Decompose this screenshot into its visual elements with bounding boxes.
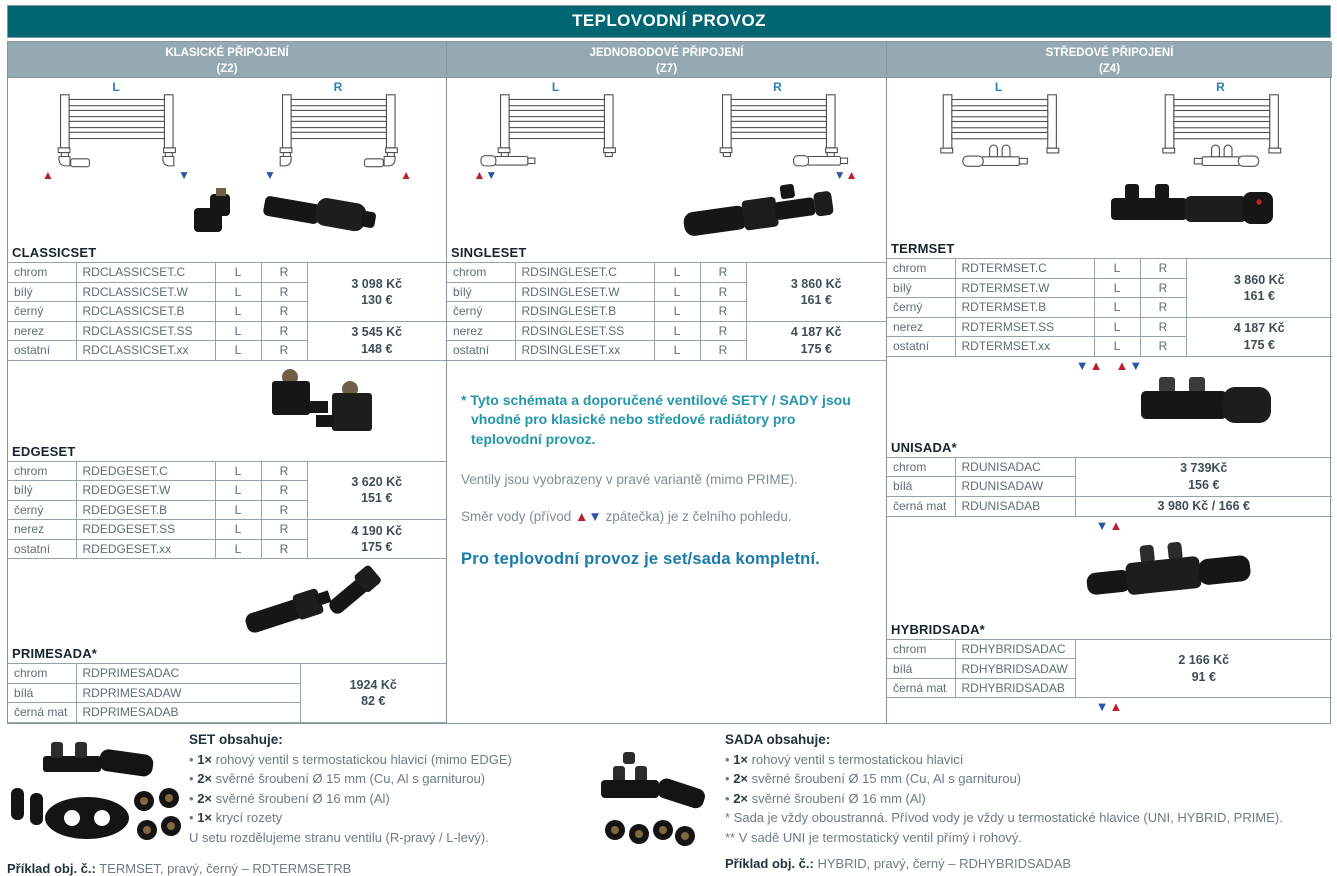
color-cell: černý (8, 302, 76, 322)
sada-note-2: ** V sadě UNI je termostatický ventil přímý i rohový. (725, 829, 1022, 845)
price-cell (1186, 317, 1332, 356)
termset-table (887, 258, 1332, 357)
note-schemes: * Tyto schémata a doporučené ventilové SETY / SADY jsou vhodné pro klasické nebo středové radiátory pro teplovodní provoz. (461, 391, 851, 448)
left-variant-cell: L (215, 321, 261, 341)
code-cell: RDCLASSICSET.C (76, 263, 215, 283)
price-cell (307, 263, 446, 322)
code-cell: RDPRIMESADAC (76, 664, 300, 684)
unisada-table (887, 457, 1332, 517)
price-kc: 4 187 Kč (1233, 321, 1285, 336)
right-variant-cell: R (1140, 278, 1186, 298)
color-cell: chrom (887, 639, 955, 659)
price-cell (746, 263, 886, 322)
bullet: • (189, 790, 194, 806)
notes-block (447, 361, 886, 570)
color-cell: černá mat (8, 703, 76, 723)
flow-direction-row (680, 169, 876, 182)
code-cell: RDCLASSICSET.B (76, 302, 215, 322)
color-cell: chrom (887, 259, 955, 279)
column-header-z2 (8, 42, 446, 78)
code-cell: RDCLASSICSET.W (76, 282, 215, 302)
price-eur: 151 € (361, 491, 393, 506)
diagram-z7-left (458, 81, 654, 182)
hybridsada-product-photo (1079, 535, 1259, 619)
price-cell (1075, 639, 1332, 698)
column-header-z4 (887, 42, 1332, 78)
code-cell: RDEDGESET.W (76, 481, 215, 501)
example-text: TERMSET, pravý, černý – RDTERMSETRB (95, 860, 352, 876)
table-row (887, 259, 1332, 279)
diagram-z4-left (901, 81, 1097, 182)
flow-direction-row (240, 169, 436, 182)
set-contents-area (7, 728, 587, 876)
price-cell (307, 520, 446, 559)
price-kc: 3 620 Kč (351, 475, 403, 489)
price-kc: 3 739Kč (1180, 461, 1228, 476)
left-variant-cell: L (1094, 317, 1140, 337)
unisada-product-photo (1131, 375, 1281, 437)
unisada-photo-row (887, 375, 1332, 439)
color-cell: bílá (8, 683, 76, 703)
diagrams-z7 (447, 78, 886, 182)
color-cell: bílá (887, 477, 955, 497)
flow-direction-row (18, 169, 214, 182)
sada-order-example (725, 856, 1283, 871)
right-variant-cell: R (1140, 298, 1186, 318)
primesada-product-photo (230, 565, 390, 643)
sada-kit-photo (587, 750, 717, 854)
color-cell: bílý (8, 282, 76, 302)
diagrams-z4 (887, 78, 1332, 182)
hybridsada-flow-direction-row (887, 698, 1332, 714)
right-variant-cell: R (700, 263, 746, 283)
flow-in-icon: ▲ (1089, 357, 1104, 373)
termset-photo-row (887, 182, 1332, 240)
item-text: svěrné šroubení Ø 15 mm (Cu, Al s garniturou) (748, 771, 1022, 787)
code-cell: RDCLASSICSET.xx (76, 341, 215, 361)
hybridsada-photo-row (887, 535, 1332, 621)
left-variant-cell: L (1094, 298, 1140, 318)
item-text: rohový ventil s termostatickou hlavicí (748, 751, 964, 767)
code-cell: RDPRIMESADAB (76, 703, 300, 723)
code-cell: RDSINGLESET.B (515, 302, 654, 322)
flow-in-icon: ▲ (1109, 517, 1124, 533)
right-variant-cell: R (700, 341, 746, 361)
color-cell: nerez (887, 317, 955, 337)
list-item (189, 769, 512, 789)
right-variant-cell: R (700, 321, 746, 341)
price-kc: 4 187 Kč (790, 325, 842, 340)
color-cell: ostatní (8, 539, 76, 559)
price-cell (1186, 259, 1332, 318)
price-cell (300, 664, 446, 723)
right-variant-cell: R (700, 302, 746, 322)
radiator-schematic-icon (680, 94, 876, 169)
code-cell: RDHYBRIDSADAB (955, 678, 1075, 698)
radiator-schematic-icon (458, 94, 654, 169)
color-cell: černý (447, 302, 515, 322)
color-cell: nerez (8, 321, 76, 341)
right-variant-cell: R (261, 461, 307, 481)
bullet: • (725, 751, 730, 767)
table-row (447, 263, 886, 283)
edgeset-product-photo (256, 367, 386, 441)
code-cell: RDSINGLESET.W (515, 282, 654, 302)
item-qty: 1× (197, 751, 213, 767)
flow-return-icon: ▼ (264, 168, 276, 182)
right-variant-cell: R (1140, 317, 1186, 337)
sada-contents-area (587, 728, 1331, 876)
column-header-line2: (Z2) (216, 63, 238, 76)
bullet: • (189, 751, 194, 767)
price-kc: 3 860 Kč (790, 276, 842, 291)
color-cell: chrom (447, 263, 515, 283)
price-eur: 175 € (1243, 337, 1275, 352)
item-qty: 1× (197, 810, 213, 826)
column-header-line1: JEDNOBODOVÉ PŘIPOJENÍ (589, 47, 744, 59)
code-cell: RDSINGLESET.SS (515, 321, 654, 341)
radiator-schematic-icon (240, 94, 436, 169)
column-header-z7 (447, 42, 886, 78)
item-qty: 2× (733, 790, 749, 806)
radiator-schematic-icon (1123, 94, 1319, 169)
price-kc: 3 098 Kč (351, 276, 403, 291)
product-name: SINGLESET (451, 245, 527, 260)
unisada-flow-direction-row (887, 517, 1332, 535)
code-cell: RDEDGESET.SS (76, 520, 215, 540)
table-row (887, 317, 1332, 337)
color-cell: chrom (887, 457, 955, 477)
note-valves-variant: Ventily jsou vyobrazeny v pravé variantě (mimo PRIME). (461, 472, 798, 488)
right-variant-cell: R (261, 520, 307, 540)
price-cell: 3 980 Kč / 166 € (1075, 496, 1332, 516)
bullet: • (725, 771, 730, 787)
column-header-line1: KLASICKÉ PŘIPOJENÍ (165, 47, 289, 59)
diagram-z2-right (240, 81, 436, 182)
color-cell: bílý (887, 278, 955, 298)
bullet: • (725, 790, 730, 806)
code-cell: RDTERMSET.W (955, 278, 1094, 298)
price-cell (307, 461, 446, 520)
classicset-product-photo (186, 182, 416, 240)
left-variant-cell: L (1094, 259, 1140, 279)
table-row (8, 321, 446, 341)
bullet: • (189, 810, 194, 826)
product-name: TERMSET (891, 241, 955, 256)
code-cell: RDTERMSET.C (955, 259, 1094, 279)
diagram-label-l: L (551, 80, 560, 94)
left-variant-cell: L (215, 461, 261, 481)
list-item (725, 789, 1283, 809)
price-eur: 161 € (1243, 288, 1275, 303)
radiator-schematic-icon (18, 94, 214, 169)
set-contents-heading: SET obsahuje: (189, 731, 283, 747)
note-complete-set: Pro teplovodní provoz je set/sada kompletní. (461, 550, 821, 569)
flow-return-icon: ▼ (1129, 357, 1144, 373)
sada-note-1: * Sada je vždy oboustranná. Přívod vody je vždy u termostatické hlavice (UNI, HYBRID, PRIME). (725, 810, 1283, 826)
diagram-label-l: L (112, 80, 120, 94)
column-header-line1: STŘEDOVÉ PŘIPOJENÍ (1045, 47, 1174, 59)
code-cell: RDCLASSICSET.SS (76, 321, 215, 341)
code-cell: RDTERMSET.B (955, 298, 1094, 318)
column-header-line2: (Z7) (655, 63, 678, 76)
right-variant-cell: R (1140, 337, 1186, 357)
color-cell: bílý (8, 481, 76, 501)
table-row (8, 263, 446, 283)
primesada-photo-row (8, 565, 446, 645)
code-cell: RDTERMSET.SS (955, 317, 1094, 337)
color-cell: černá mat (887, 678, 955, 698)
column-classic-z2 (8, 42, 447, 723)
flow-direction-row (901, 169, 1097, 182)
set-kit-photo (9, 738, 181, 852)
diagrams-z2 (8, 78, 446, 182)
diagram-label-l: L (994, 80, 1003, 94)
color-cell: chrom (8, 263, 76, 283)
color-cell: nerez (447, 321, 515, 341)
code-cell: RDEDGESET.xx (76, 539, 215, 559)
diagram-label-r: R (333, 80, 343, 94)
singleset-product-photo (679, 182, 849, 240)
classicset-table (8, 262, 446, 361)
termset-product-photo (1099, 182, 1289, 236)
left-variant-cell: L (215, 263, 261, 283)
item-text: svěrné šroubení Ø 15 mm (Cu, Al s garniturou) (212, 771, 486, 787)
flow-direction-row (458, 169, 654, 182)
classicset-photo-row (8, 182, 446, 244)
left-variant-cell: L (654, 263, 700, 283)
left-variant-cell: L (215, 520, 261, 540)
code-cell: RDHYBRIDSADAC (955, 639, 1075, 659)
hybridsada-table (887, 639, 1332, 699)
note-water-post: zpátečka) je z čelního pohledu. (601, 509, 792, 525)
set-order-example (7, 861, 587, 876)
color-cell: černý (887, 298, 955, 318)
color-cell: nerez (8, 520, 76, 540)
table-row (8, 520, 446, 540)
set-side-note: U setu rozdělujeme stranu ventilu (R-pravý / L-levý). (189, 829, 489, 845)
price-cell (746, 321, 886, 360)
singleset-photo-row (447, 182, 886, 244)
right-variant-cell: R (1140, 259, 1186, 279)
left-variant-cell: L (1094, 337, 1140, 357)
right-variant-cell: R (261, 282, 307, 302)
color-cell: černá mat (887, 496, 955, 516)
code-cell: RDPRIMESADAW (76, 683, 300, 703)
example-label: Příklad obj. č.: (725, 856, 814, 872)
left-variant-cell: L (215, 481, 261, 501)
color-cell: černý (8, 500, 76, 520)
item-text: svěrné šroubení Ø 16 mm (Al) (748, 790, 926, 806)
right-variant-cell: R (261, 500, 307, 520)
right-variant-cell: R (261, 481, 307, 501)
page-title: TEPLOVODNÍ PROVOZ (7, 5, 1331, 38)
left-variant-cell: L (654, 321, 700, 341)
note-water-pre: Směr vody (přívod (461, 509, 576, 525)
flow-in-icon: ▲ (42, 168, 54, 182)
left-variant-cell: L (1094, 278, 1140, 298)
flow-return-icon: ▼ (178, 168, 190, 182)
item-text: krycí rozety (212, 810, 283, 826)
diagram-z2-left (18, 81, 214, 182)
product-name: EDGESET (12, 443, 76, 459)
example-label: Příklad obj. č.: (7, 860, 96, 876)
item-text: svěrné šroubení Ø 16 mm (Al) (212, 790, 390, 806)
color-cell: chrom (8, 461, 76, 481)
price-eur: 82 € (361, 693, 386, 708)
price-eur: 161 € (800, 292, 832, 307)
left-variant-cell: L (654, 282, 700, 302)
left-variant-cell: L (215, 302, 261, 322)
set-contents-list (189, 730, 512, 852)
right-variant-cell: R (261, 302, 307, 322)
flow-in-icon: ▲ (1109, 699, 1124, 715)
left-variant-cell: L (215, 500, 261, 520)
product-name: PRIMESADA* (12, 646, 98, 661)
flow-in-icon: ▲ (845, 168, 858, 182)
color-cell: chrom (8, 664, 76, 684)
sada-contents-heading: SADA obsahuje: (725, 731, 831, 747)
code-cell: RDHYBRIDSADAW (955, 659, 1075, 679)
diagram-label-r: R (773, 80, 782, 94)
code-cell: RDEDGESET.B (76, 500, 215, 520)
table-row (447, 321, 886, 341)
left-variant-cell: L (654, 302, 700, 322)
price-eur: 175 € (361, 540, 393, 554)
diagram-label-r: R (1216, 80, 1225, 94)
price-eur: 148 € (361, 341, 393, 356)
note-water-direction (461, 509, 870, 524)
list-item (189, 789, 512, 809)
code-cell: RDTERMSET.xx (955, 337, 1094, 357)
item-qty: 2× (197, 771, 213, 787)
price-kc: 2 166 Kč (1178, 653, 1230, 668)
table-row (887, 639, 1332, 659)
primesada-table (8, 663, 446, 723)
list-item (189, 808, 512, 828)
right-variant-cell: R (261, 341, 307, 361)
bottom-section (7, 728, 1331, 876)
product-name: CLASSICSET (12, 245, 97, 260)
price-cell (307, 321, 446, 360)
edgeset-photo-row (8, 367, 446, 443)
flow-direction-row (1123, 169, 1319, 182)
color-cell: bílá (887, 659, 955, 679)
code-cell: RDSINGLESET.C (515, 263, 654, 283)
right-variant-cell: R (261, 539, 307, 559)
edgeset-table (8, 461, 446, 560)
flow-return-icon: ▼ (1075, 357, 1090, 373)
price-cell (1075, 457, 1332, 496)
bullet: • (189, 771, 194, 787)
flow-return-icon: ▼ (1095, 517, 1110, 533)
flow-return-icon: ▼ (485, 168, 498, 182)
table-row (8, 664, 446, 684)
item-qty: 2× (197, 790, 213, 806)
singleset-table (447, 262, 886, 361)
example-text: HYBRID, pravý, černý – RDHYBRIDSADAB (813, 856, 1072, 872)
code-cell: RDSINGLESET.xx (515, 341, 654, 361)
table-row (8, 461, 446, 481)
code-cell: RDUNISADAB (955, 496, 1075, 516)
flow-return-icon: ▼ (588, 509, 602, 525)
item-qty: 2× (733, 771, 749, 787)
list-item (725, 769, 1283, 789)
code-cell: RDUNISADAW (955, 477, 1075, 497)
termset-flow-direction-row (887, 357, 1332, 375)
column-central-z4 (887, 42, 1332, 723)
product-name: UNISADA* (891, 439, 957, 455)
left-variant-cell: L (215, 282, 261, 302)
flow-in-icon: ▲ (400, 168, 412, 182)
color-cell: ostatní (887, 337, 955, 357)
right-variant-cell: R (261, 263, 307, 283)
price-kc: 4 190 Kč (351, 523, 403, 538)
price-eur: 175 € (800, 341, 832, 356)
flow-return-icon: ▼ (1095, 699, 1110, 715)
price-kc: 3 545 Kč (351, 325, 403, 340)
left-variant-cell: L (215, 539, 261, 559)
flow-return-icon: ▼ (833, 168, 846, 182)
right-variant-cell: R (261, 321, 307, 341)
diagram-z4-right (1123, 81, 1319, 182)
radiator-schematic-icon (901, 94, 1097, 169)
left-variant-cell: L (654, 341, 700, 361)
diagram-z7-right (680, 81, 876, 182)
flow-in-icon: ▲ (1115, 357, 1130, 373)
color-cell: ostatní (447, 341, 515, 361)
sada-contents-list (725, 730, 1283, 872)
price-eur: 156 € (1188, 477, 1220, 492)
code-cell: RDEDGESET.C (76, 461, 215, 481)
price-kc: 1924 Kč (349, 677, 397, 692)
catalog-page (7, 5, 1331, 876)
main-grid (7, 41, 1331, 724)
list-item (725, 750, 1283, 770)
item-qty: 1× (733, 751, 749, 767)
column-header-line2: (Z4) (1098, 63, 1121, 76)
column-singlepoint-z7 (447, 42, 887, 723)
color-cell: ostatní (8, 341, 76, 361)
price-eur: 91 € (1191, 669, 1216, 684)
flow-in-icon: ▲ (473, 168, 486, 182)
table-row (887, 496, 1332, 516)
color-cell: bílý (447, 282, 515, 302)
table-row (887, 457, 1332, 477)
flow-in-icon: ▲ (575, 509, 589, 525)
item-text: rohový ventil s termostatickou hlavicí (mimo EDGE) (212, 751, 512, 767)
right-variant-cell: R (700, 282, 746, 302)
list-item (189, 750, 512, 770)
product-name: HYBRIDSADA* (891, 621, 985, 637)
price-eur: 130 € (361, 292, 393, 307)
left-variant-cell: L (215, 341, 261, 361)
code-cell: RDUNISADAC (955, 457, 1075, 477)
price-kc: 3 860 Kč (1233, 272, 1285, 287)
